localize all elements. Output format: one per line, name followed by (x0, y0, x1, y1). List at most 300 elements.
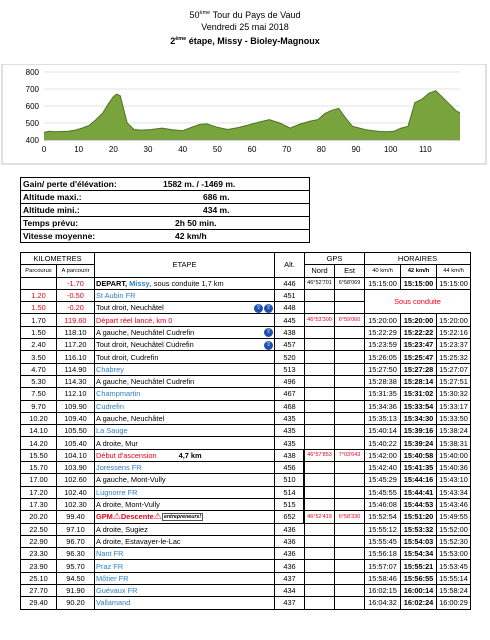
cell-time-40 (365, 560, 401, 572)
cell-gps-est (335, 462, 365, 474)
cell-parcourus (21, 523, 57, 535)
cell-gps-nord (305, 412, 335, 424)
etape-label: A gauche, Mont-Vully (96, 475, 166, 485)
time-44: 15:40:00 (439, 450, 468, 460)
cell-a-parcourir (57, 474, 95, 486)
cell-alt (275, 511, 305, 523)
cell-time-44 (437, 486, 471, 498)
table-row (21, 437, 471, 449)
time-42: 15:53:32 (403, 524, 434, 534)
col-horaires: HORAIRES (365, 253, 471, 265)
warning-icon: ⚠ (153, 511, 162, 522)
time-40: 15:22:29 (368, 327, 397, 337)
cell-time-44 (437, 560, 471, 572)
cell-time-40 (365, 474, 401, 486)
cell-a-parcourir (57, 314, 95, 326)
cell-gps-est (335, 572, 365, 584)
x-tick-label-40: 40 (178, 145, 188, 154)
time-42: 16:00:14 (403, 586, 434, 596)
km-a-parcourir: 114.30 (64, 377, 87, 387)
km-a-parcourir: 102.60 (64, 475, 87, 485)
cell-time-40 (365, 339, 401, 351)
cell-a-parcourir (57, 425, 95, 437)
cell-gps-nord (305, 363, 335, 375)
cell-gps-est (335, 277, 365, 289)
x-tick-label-10: 10 (74, 145, 84, 154)
cell-a-parcourir (57, 277, 95, 289)
cell-alt (275, 412, 305, 424)
etape-label: DEPART, (96, 278, 130, 288)
cell-time-40 (365, 585, 401, 597)
etape-text (96, 414, 164, 423)
km-a-parcourir: 105.40 (64, 438, 87, 448)
gps-nord: 46°57'853 (307, 452, 332, 459)
time-40: 15:55:45 (368, 536, 397, 546)
cell-gps-est (335, 597, 365, 609)
cell-etape (95, 314, 275, 326)
cell-gps-est (335, 351, 365, 363)
road-sign-icon: ⇧ (265, 341, 272, 348)
cell-gps-nord (305, 289, 335, 301)
time-40: 15:35:13 (368, 414, 397, 423)
race-date: Vendredi 25 mai 2018 (201, 22, 289, 32)
table-row (21, 498, 471, 510)
cell-alt (275, 363, 305, 375)
time-42: 15:39:24 (403, 438, 434, 448)
time-44: 15:30:32 (439, 389, 468, 399)
km-a-parcourir: 105.50 (64, 426, 87, 436)
cell-etape (95, 289, 275, 301)
cell-alt (275, 523, 305, 535)
time-44: 15:27:51 (439, 377, 468, 387)
km-a-parcourir: 99.40 (66, 512, 85, 522)
cell-parcourus (21, 597, 57, 609)
cell-parcourus (21, 289, 57, 301)
col-kilometres: KILOMETRES (21, 253, 95, 265)
cell-gps-nord (305, 535, 335, 547)
cell-time-42 (401, 474, 437, 486)
warning-icon: ⚠ (112, 511, 121, 522)
etape-label: Tout droit, Cudrefin (96, 352, 159, 362)
km-parcourus: 22.90 (29, 536, 48, 546)
cell-gps-est (335, 511, 365, 523)
etape-text (96, 439, 138, 448)
time-40: 15:26:05 (368, 352, 397, 362)
cell-parcourus (21, 474, 57, 486)
time-44: 15:38:31 (439, 438, 468, 448)
gps-est: 6°58'330 (338, 513, 361, 520)
cell-gps-nord (305, 548, 335, 560)
time-40: 15:15:00 (368, 278, 397, 288)
cell-parcourus (21, 412, 57, 424)
altitude-value: 457 (283, 340, 296, 350)
cell-a-parcourir (57, 560, 95, 572)
cell-time-40 (365, 400, 401, 412)
time-44: 15:22:16 (439, 327, 468, 337)
cell-etape (95, 474, 275, 486)
time-42: 15:55:21 (403, 561, 434, 571)
time-40: 15:23:59 (368, 340, 397, 350)
altitude-value: 520 (283, 352, 296, 362)
cell-time-44 (437, 326, 471, 338)
cell-parcourus (21, 277, 57, 289)
cell-a-parcourir (57, 302, 95, 314)
cell-alt (275, 375, 305, 387)
time-44: 15:55:14 (439, 573, 468, 583)
etape-text (96, 463, 142, 472)
time-40: 15:45:29 (368, 475, 397, 485)
altitude-value: 438 (283, 450, 296, 460)
cell-time-44 (437, 400, 471, 412)
cell-gps-est (335, 388, 365, 400)
time-40: 15:27:50 (368, 364, 397, 374)
etape-label: St Aubin FR (96, 291, 136, 301)
cell-time-42 (401, 486, 437, 498)
altitude-value: 514 (283, 487, 296, 497)
road-sign-icon: ⇧ (265, 329, 272, 336)
time-42: 15:28:14 (403, 377, 434, 387)
cell-gps-nord (305, 277, 335, 289)
cell-alt (275, 351, 305, 363)
km-parcourus: 17.00 (29, 475, 48, 485)
table-row (21, 585, 471, 597)
cell-time-44 (437, 449, 471, 461)
cell-gps-nord (305, 572, 335, 584)
stats-row-alt-max: Altitude maxi.: 686 m. (21, 191, 309, 204)
km-parcourus: 9.70 (31, 401, 46, 411)
cell-time-40 (365, 523, 401, 535)
cell-alt (275, 585, 305, 597)
x-tick-label-30: 30 (143, 145, 153, 154)
sponsor-logo: entrepreneurs! (163, 513, 202, 520)
etape-label: A gauche, Neuchâtel Cudrefin (96, 327, 195, 337)
km-parcourus: 29.40 (29, 598, 48, 608)
altitude-value: 446 (283, 278, 296, 288)
km-a-parcourir: 117.20 (64, 340, 87, 350)
sous-conduite-label: Sous conduite (394, 297, 441, 307)
cell-gps-nord (305, 511, 335, 523)
x-tick-label-70: 70 (282, 145, 292, 154)
etape-detail: , sous conduite 1,7 km (149, 278, 224, 288)
table-row (21, 339, 471, 351)
cell-etape (95, 449, 275, 461)
etape-text (96, 389, 140, 398)
etape-label: Chabrey (96, 364, 124, 374)
time-40: 15:55:12 (368, 524, 397, 534)
etape-text (96, 475, 166, 484)
x-tick-label-110: 110 (418, 145, 432, 154)
km-a-parcourir: 109.90 (64, 401, 87, 411)
time-40: 15:46:08 (368, 500, 397, 510)
cell-gps-est (335, 400, 365, 412)
km-a-parcourir: 119.60 (64, 315, 87, 325)
cell-parcourus (21, 302, 57, 314)
cell-gps-est (335, 289, 365, 301)
cell-gps-nord (305, 585, 335, 597)
cell-time-40 (365, 437, 401, 449)
time-42: 15:23:47 (403, 340, 434, 350)
table-row (21, 462, 471, 474)
altitude-value: 468 (283, 401, 296, 411)
cell-etape (95, 511, 275, 523)
cell-time-42 (401, 498, 437, 510)
time-40: 15:34:36 (368, 401, 397, 411)
cell-time-44 (437, 548, 471, 560)
cell-alt (275, 326, 305, 338)
cell-alt (275, 498, 305, 510)
altitude-value: 467 (283, 389, 296, 399)
km-a-parcourir: 95.70 (66, 561, 85, 571)
altitude-value: 435 (283, 426, 296, 436)
itinerary-table (20, 252, 471, 610)
cell-parcourus (21, 462, 57, 474)
etape-label: Nant FR (96, 549, 124, 559)
cell-time-44 (437, 523, 471, 535)
cell-alt (275, 314, 305, 326)
km-parcourus: 2.40 (31, 340, 46, 350)
time-42: 15:41:35 (403, 463, 434, 473)
etape-label: A droite, Sugiez (96, 524, 148, 534)
cell-alt (275, 560, 305, 572)
time-40: 15:40:14 (368, 426, 397, 436)
cell-a-parcourir (57, 486, 95, 498)
col-gps: GPS (305, 253, 365, 265)
cell-etape (95, 412, 275, 424)
cell-parcourus (21, 388, 57, 400)
col-speed-42: 42 km/h (401, 265, 437, 277)
km-a-parcourir: 97.10 (66, 524, 85, 534)
time-44: 15:53:45 (439, 561, 468, 571)
time-42: 15:56:55 (403, 573, 434, 583)
etape-text (96, 525, 148, 534)
cell-time-42 (401, 511, 437, 523)
cell-gps-est (335, 535, 365, 547)
cell-parcourus (21, 449, 57, 461)
cell-alt (275, 388, 305, 400)
cell-time-42 (401, 326, 437, 338)
etape-place: Missy (129, 278, 150, 288)
cell-time-42 (401, 548, 437, 560)
cell-time-42 (401, 375, 437, 387)
elevation-area (44, 91, 460, 140)
cell-time-40 (365, 363, 401, 375)
time-44: 15:33:50 (439, 414, 468, 423)
cell-a-parcourir (57, 375, 95, 387)
etape-text (96, 316, 172, 325)
cell-parcourus (21, 560, 57, 572)
cell-a-parcourir (57, 462, 95, 474)
table-row (21, 363, 471, 375)
col-nord: Nord (305, 265, 335, 277)
altitude-value: 436 (283, 561, 296, 571)
cell-gps-nord (305, 425, 335, 437)
cell-parcourus (21, 339, 57, 351)
table-row (21, 412, 471, 424)
time-44: 15:15:00 (439, 278, 468, 288)
time-42: 15:20:00 (403, 315, 434, 325)
time-40: 15:31:35 (368, 389, 397, 399)
km-a-parcourir: 94.50 (66, 573, 85, 583)
altitude-value: 451 (283, 291, 296, 301)
table-row (21, 548, 471, 560)
time-42: 15:44:53 (403, 500, 434, 510)
etape-text (96, 574, 128, 583)
x-tick-label-50: 50 (212, 145, 222, 154)
cell-gps-est (335, 302, 365, 314)
km-a-parcourir: 116.10 (64, 352, 87, 362)
cell-time-40 (365, 314, 401, 326)
cell-gps-est (335, 449, 365, 461)
etape-text (96, 328, 194, 337)
etape-text (96, 500, 160, 509)
cell-time-44 (437, 388, 471, 400)
etape-label: A gauche, Neuchâtel Cudrefin (96, 377, 195, 387)
cell-gps-est (335, 339, 365, 351)
km-parcourus: 14.10 (29, 426, 48, 436)
cell-time-42 (401, 523, 437, 535)
cell-gps-est (335, 363, 365, 375)
cell-gps-nord (305, 449, 335, 461)
x-tick-label-20: 20 (108, 145, 118, 154)
cell-time-40 (365, 548, 401, 560)
cell-time-42 (401, 437, 437, 449)
altitude-value: 456 (283, 463, 296, 473)
cell-gps-nord (305, 351, 335, 363)
time-42: 15:22:22 (403, 327, 434, 337)
cell-alt (275, 486, 305, 498)
race-title: 50ème Tour du Pays de Vaud (189, 10, 301, 20)
time-42: 15:54:03 (403, 536, 434, 546)
time-42: 15:15:00 (403, 278, 434, 288)
time-44: 15:20:00 (439, 315, 468, 325)
km-a-parcourir: 102.30 (64, 500, 87, 510)
time-42: 15:40:58 (403, 450, 434, 460)
etape-text (96, 549, 124, 558)
cell-time-40 (365, 597, 401, 609)
time-40: 15:56:18 (368, 549, 397, 559)
km-a-parcourir: 90.20 (66, 598, 85, 608)
cell-time-44 (437, 277, 471, 289)
time-40: 15:45:55 (368, 487, 397, 497)
km-parcourus: 7.50 (31, 389, 46, 399)
cell-gps-nord (305, 302, 335, 314)
km-a-parcourir: -0.50 (67, 291, 84, 301)
cell-gps-nord (305, 560, 335, 572)
etape-label: Départ réel lancé, km 0 (96, 315, 173, 325)
cell-gps-est (335, 375, 365, 387)
time-40: 15:28:38 (368, 377, 397, 387)
time-42: 15:25:47 (403, 352, 434, 362)
etape-label: Vallamand (96, 598, 131, 608)
table-row (21, 560, 471, 572)
km-parcourus: 17.30 (29, 500, 48, 510)
time-40: 16:04:32 (368, 598, 397, 608)
cell-time-44 (437, 535, 471, 547)
cell-parcourus (21, 351, 57, 363)
time-44: 15:38:24 (439, 426, 468, 436)
time-40: 15:42:40 (368, 463, 397, 473)
cell-gps-nord (305, 437, 335, 449)
cell-a-parcourir (57, 498, 95, 510)
time-42: 16:02:24 (403, 598, 434, 608)
cell-time-40 (365, 572, 401, 584)
cell-gps-est (335, 326, 365, 338)
km-parcourus: 1.50 (31, 303, 46, 313)
gps-nord: 46°53'300 (307, 317, 332, 324)
time-40: 15:42:00 (368, 450, 397, 460)
cell-gps-nord (305, 326, 335, 338)
etape-text (96, 402, 124, 411)
cell-a-parcourir (57, 437, 95, 449)
y-tick-label-600: 600 (25, 102, 39, 111)
table-row (21, 351, 471, 363)
time-40: 15:20:00 (368, 315, 397, 325)
cell-etape (95, 560, 275, 572)
km-parcourus: 14.20 (29, 438, 48, 448)
cell-time-42 (401, 535, 437, 547)
gps-est: 6°59'060 (338, 317, 361, 324)
cell-parcourus (21, 486, 57, 498)
etape-text (96, 488, 138, 497)
cell-alt (275, 572, 305, 584)
cell-alt (275, 339, 305, 351)
time-42: 15:33:54 (403, 401, 434, 411)
gps-nord: 46°52'701 (307, 280, 332, 287)
gps-nord: 46°52'419 (307, 513, 332, 520)
cell-a-parcourir (57, 523, 95, 535)
etape-label: A gauche, Neuchâtel (96, 414, 165, 423)
cell-parcourus (21, 572, 57, 584)
cell-parcourus (21, 548, 57, 560)
time-44: 15:23:37 (439, 340, 468, 350)
cell-etape (95, 339, 275, 351)
etape-text (96, 562, 123, 571)
km-a-parcourir: 91.90 (66, 586, 85, 596)
table-row (21, 597, 471, 609)
etape-label: Tout droit, Neuchâtel (96, 303, 164, 313)
altitude-value: 438 (283, 327, 296, 337)
cell-etape (95, 548, 275, 560)
cell-time-42 (401, 412, 437, 424)
cell-etape (95, 425, 275, 437)
etape-label: Tout droit, Neuchâtel Cudrefin (96, 339, 194, 349)
time-42: 15:44:16 (403, 475, 434, 485)
cell-time-44 (437, 511, 471, 523)
cell-time-40 (365, 326, 401, 338)
cell-time-42 (401, 277, 437, 289)
y-tick-label-400: 400 (25, 136, 39, 145)
cell-time-40 (365, 449, 401, 461)
cell-sous-conduite (365, 289, 471, 314)
km-parcourus: 1.50 (31, 327, 46, 337)
km-parcourus: 15.50 (29, 450, 48, 460)
cell-time-40 (365, 351, 401, 363)
cell-alt (275, 302, 305, 314)
km-a-parcourir: 104.10 (64, 450, 87, 460)
cell-gps-est (335, 412, 365, 424)
cell-parcourus (21, 425, 57, 437)
table-row (21, 523, 471, 535)
stats-row-speed: Vitesse moyenne: 42 km/h (23, 231, 207, 241)
cell-etape (95, 326, 275, 338)
cell-parcourus (21, 511, 57, 523)
table-row (21, 289, 471, 301)
time-44: 15:40:36 (439, 463, 468, 473)
altitude-value: 434 (283, 586, 296, 596)
km-a-parcourir: 114.90 (64, 364, 87, 374)
time-44: 15:43:46 (439, 500, 468, 510)
table-row (21, 535, 471, 547)
